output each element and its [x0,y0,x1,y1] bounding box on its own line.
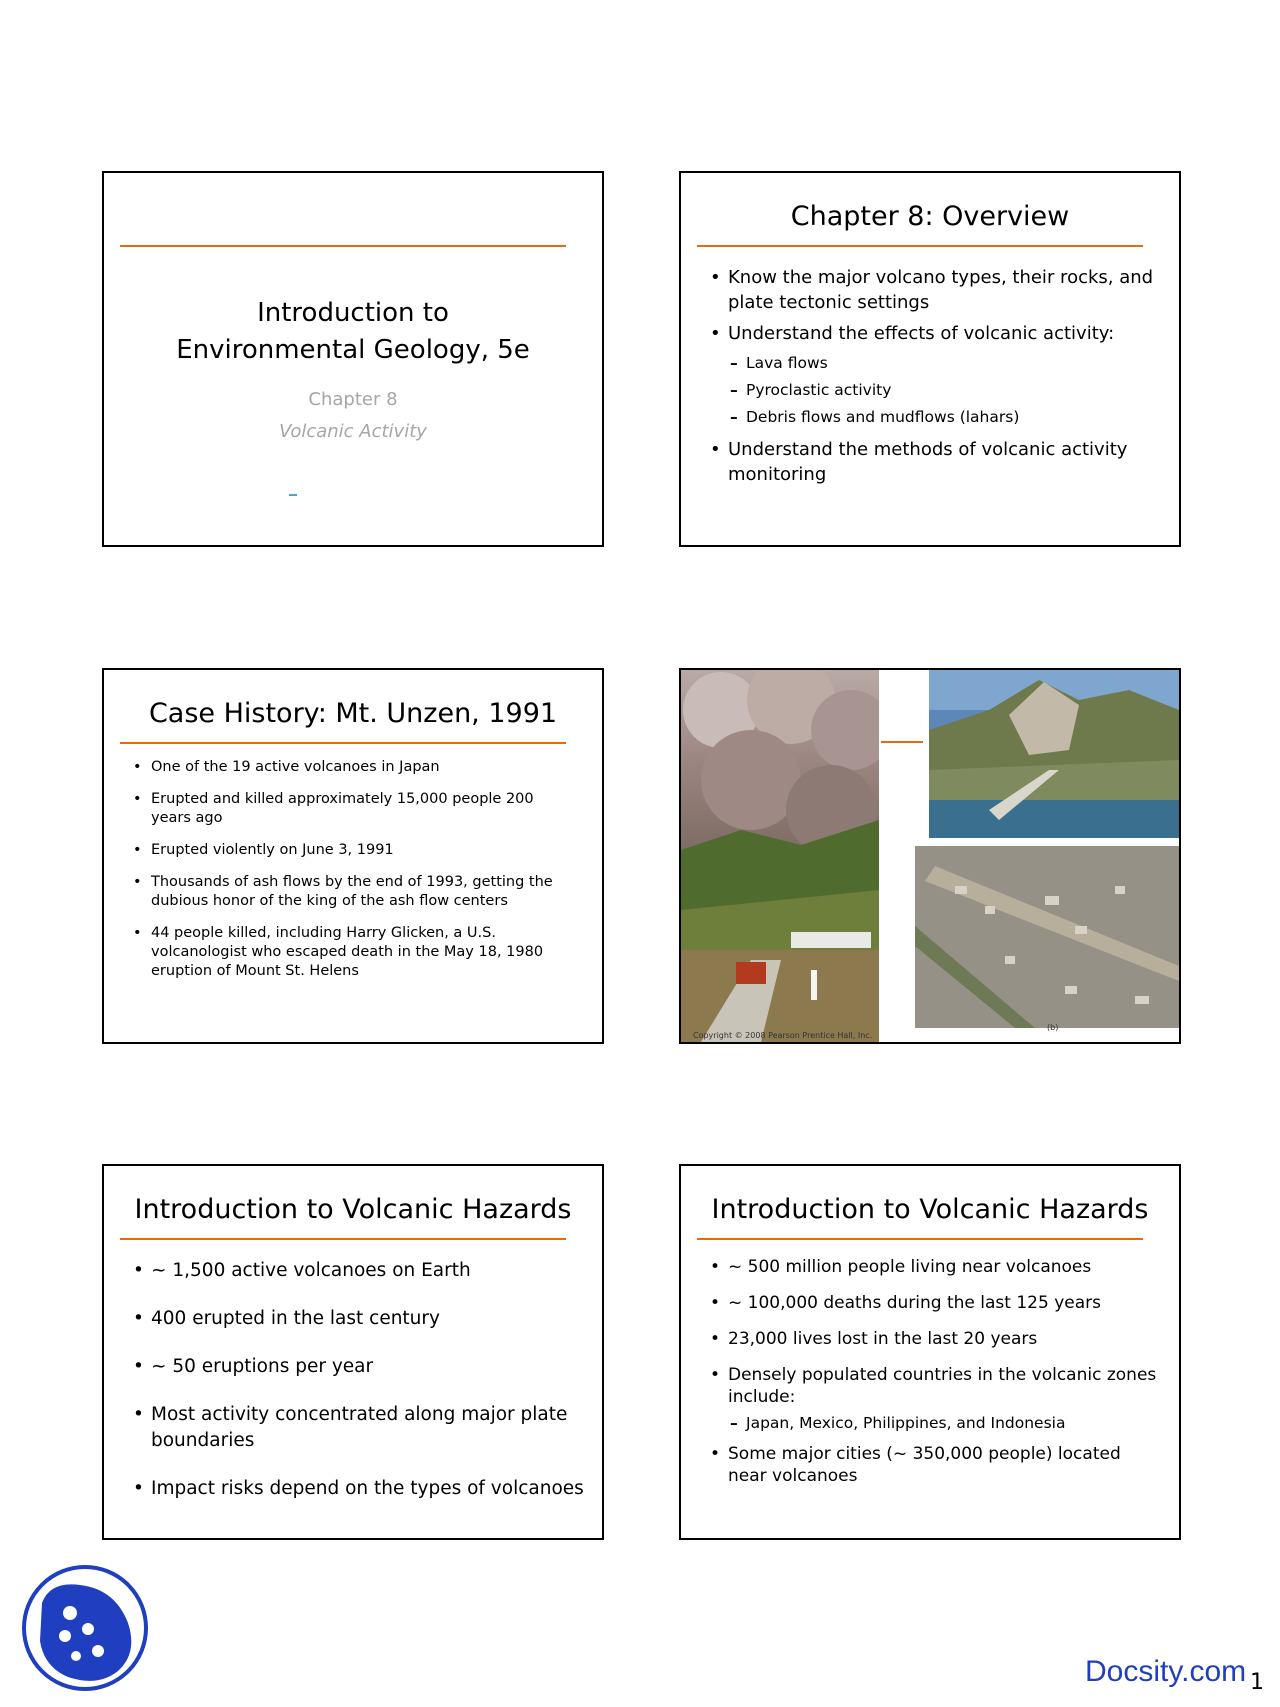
slide-6-volcanic-hazards [679,1164,1181,1540]
list-item: • ~ 50 eruptions per year [133,1354,592,1380]
list-item: • ~ 100,000 deaths during the last 125 years [710,1292,1163,1314]
list-item: • 400 erupted in the last century [133,1306,592,1332]
sub-list-item: – Debris flows and mudflows (lahars) [730,404,1155,431]
figure-part-label: (b) [1047,1023,1059,1032]
sub-list-item: – Japan, Mexico, Philippines, and Indonesia [730,1410,1163,1437]
accent-rule [881,741,923,743]
aerial-volcano-photo [929,670,1179,838]
title-rule [697,1238,1143,1240]
list-item: • ~ 500 million people living near volcanoes [710,1256,1163,1278]
slide-title: Case History: Mt. Unzen, 1991 [148,698,558,729]
list-item: • One of the 19 active volcanoes in Japan [133,758,578,777]
title-line-2: Environmental Geology, 5e [176,335,530,365]
chapter-subtitle: Volcanic Activity [279,421,427,442]
slide-5-volcanic-hazards [102,1164,604,1540]
chapter-label: Chapter 8 [308,389,398,410]
bullet-list [710,1256,1163,1501]
slide-2-overview [679,171,1181,547]
list-item: • Know the major volcano types, their rocks, and plate tectonic settings [710,265,1155,315]
presentation-title [114,295,592,369]
list-item: • Erupted violently on June 3, 1991 [133,841,578,860]
slide-title: Introduction to Volcanic Hazards [711,1194,1149,1225]
list-item: • Most activity concentrated along major plate boundaries [133,1402,592,1454]
title-rule [120,245,566,247]
list-item: • Densely populated countries in the volcanic zones include: – Japan, Mexico, Philippines, and Indonesia [710,1364,1163,1437]
docsity-logo-icon[interactable] [20,1563,150,1693]
list-item: • ~ 1,500 active volcanoes on Earth [133,1258,592,1284]
docsity-brand-link[interactable]: Docsity.com [1085,1655,1247,1688]
slide-4-photos [679,668,1181,1044]
list-item: • Understand the effects of volcanic activity: – Lava flows – Pyroclastic activity – Debris flows and mudflows (lahars) [710,321,1155,431]
list-item: • Impact risks depend on the types of volcanoes [133,1476,592,1502]
copyright-caption: Copyright © 2008 Pearson Prentice Hall, Inc. [693,1031,873,1040]
title-rule [120,742,566,744]
bullet-list [133,758,578,994]
sub-bullet-list [728,350,1155,431]
pyroclastic-flow-photo [681,670,879,1042]
title-line-1: Introduction to [257,298,449,328]
decorative-dash [289,494,297,496]
page-number: 1 [1250,1670,1264,1695]
title-rule [697,245,1143,247]
slide-title: Chapter 8: Overview [790,201,1070,232]
sub-list-item: – Lava flows [730,350,1155,377]
list-item: • 23,000 lives lost in the last 20 years [710,1328,1163,1350]
list-item: • Some major cities (~ 350,000 people) located near volcanoes [710,1443,1163,1487]
list-item: • 44 people killed, including Harry Glicken, a U.S. volcanologist who escaped death in the May 18, 1980 eruption of Mount St. Helens [133,924,578,981]
list-item: • Thousands of ash flows by the end of 1993, getting the dubious honor of the king of the ash flow centers [133,873,578,911]
bullet-list [133,1258,592,1524]
sub-list-item: – Pyroclastic activity [730,377,1155,404]
bullet-list [710,265,1155,493]
list-item: • Erupted and killed approximately 15,000 people 200 years ago [133,790,578,828]
aerial-town-photo [915,846,1179,1028]
slide-1-title [102,171,604,547]
sub-bullet-list [728,1410,1163,1437]
list-item: • Understand the methods of volcanic activity monitoring [710,437,1155,487]
title-rule [120,1238,566,1240]
slide-title: Introduction to Volcanic Hazards [134,1194,572,1225]
slide-3-case-history [102,668,604,1044]
